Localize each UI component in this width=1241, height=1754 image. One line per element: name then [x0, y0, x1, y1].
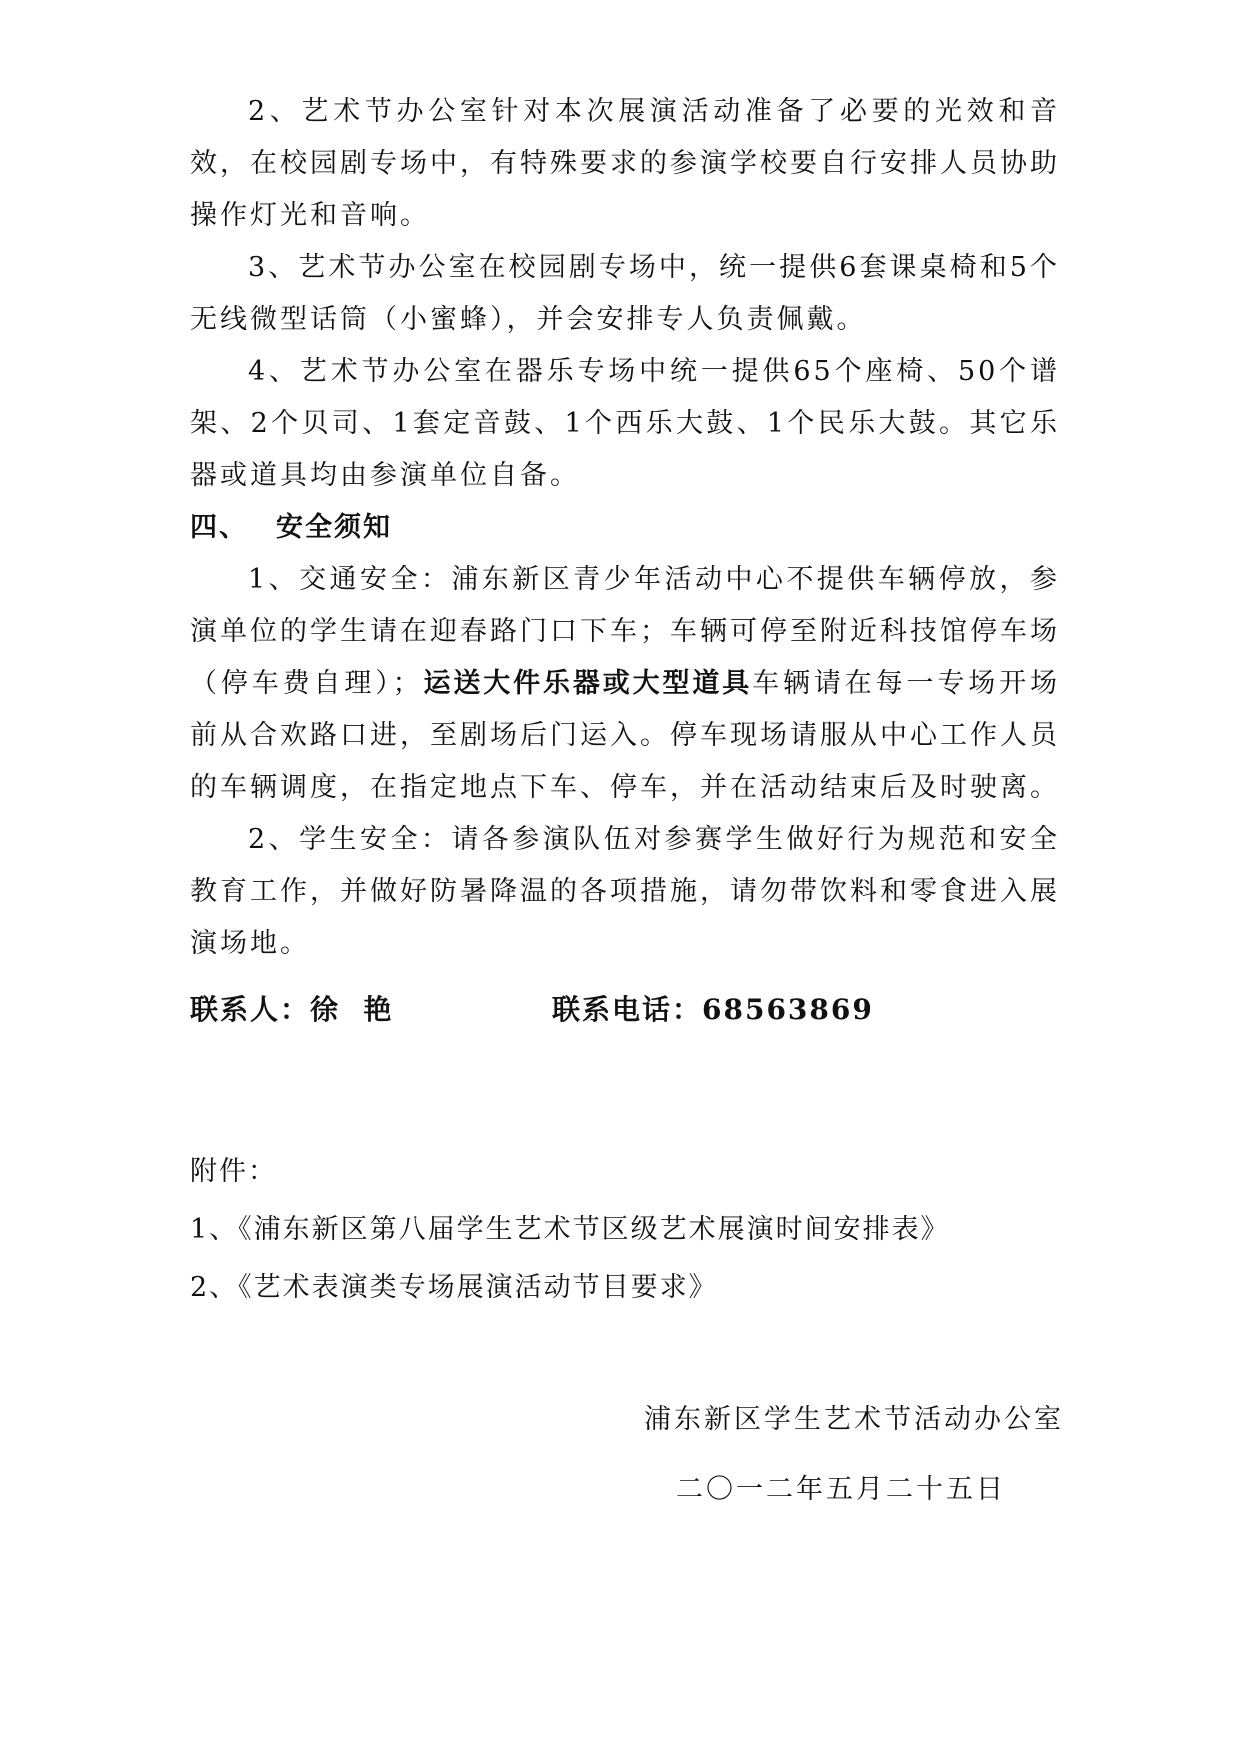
paragraph-instrument-equipment: 4、艺术节办公室在器乐专场中统一提供65个座椅、50个谱架、2个贝司、1套定音鼓、1个西乐大鼓、1个民乐大鼓。其它乐器或道具均由参演单位自备。 — [190, 356, 1060, 491]
signature-date: 二〇一二年五月二十五日 — [676, 1474, 1006, 1505]
traffic-text-bold: 运送大件乐器或大型道具 — [422, 668, 753, 699]
section-heading-safety — [190, 502, 1060, 554]
contact-person: 联系人：徐 艳 — [190, 993, 394, 1026]
attachment-item-1: 1、《浦东新区第八届学生艺术节区级艺术展演时间安排表》 — [190, 1214, 950, 1245]
paragraph-student-safety: 2、学生安全：请各参演队伍对参赛学生做好行为规范和安全教育工作，并做好防暑降温的各项措施，请勿带饮料和零食进入展演场地。 — [190, 824, 1060, 959]
attachments-heading: 附件： — [190, 1156, 277, 1187]
paragraph-traffic-safety — [190, 554, 1060, 814]
attachment-item-2: 2、《艺术表演类专场展演活动节目要求》 — [190, 1272, 718, 1303]
traffic-text-before: 1、交通安全：浦东新区青少年活动中心不提供车辆停放，参演单位的学生请在迎春路门口下车；车辆可停至附近科技馆停车场（停车费自理）； — [190, 564, 1060, 699]
signature-organization: 浦东新区学生艺术节活动办公室 — [644, 1404, 1064, 1435]
section-number: 四、 — [190, 512, 248, 543]
paragraph-desks-microphones: 3、艺术节办公室在校园剧专场中，统一提供6套课桌椅和5个无线微型话筒（小蜜蜂），并会安排专人负责佩戴。 — [190, 252, 1060, 335]
contact-phone: 联系电话：68563869 — [552, 993, 874, 1026]
section-title: 安全须知 — [276, 512, 392, 543]
contact-line — [190, 984, 1060, 1036]
traffic-text-after: 车辆请在每一专场开场前从合欢路口进，至剧场后门运入。停车现场请服从中心工作人员的车辆调度，在指定地点下车、停车，并在活动结束后及时驶离。 — [190, 668, 1060, 803]
document-body — [190, 86, 1060, 970]
paragraph-lighting-sound: 2、艺术节办公室针对本次展演活动准备了必要的光效和音效，在校园剧专场中，有特殊要求的参演学校要自行安排人员协助操作灯光和音响。 — [190, 96, 1060, 231]
